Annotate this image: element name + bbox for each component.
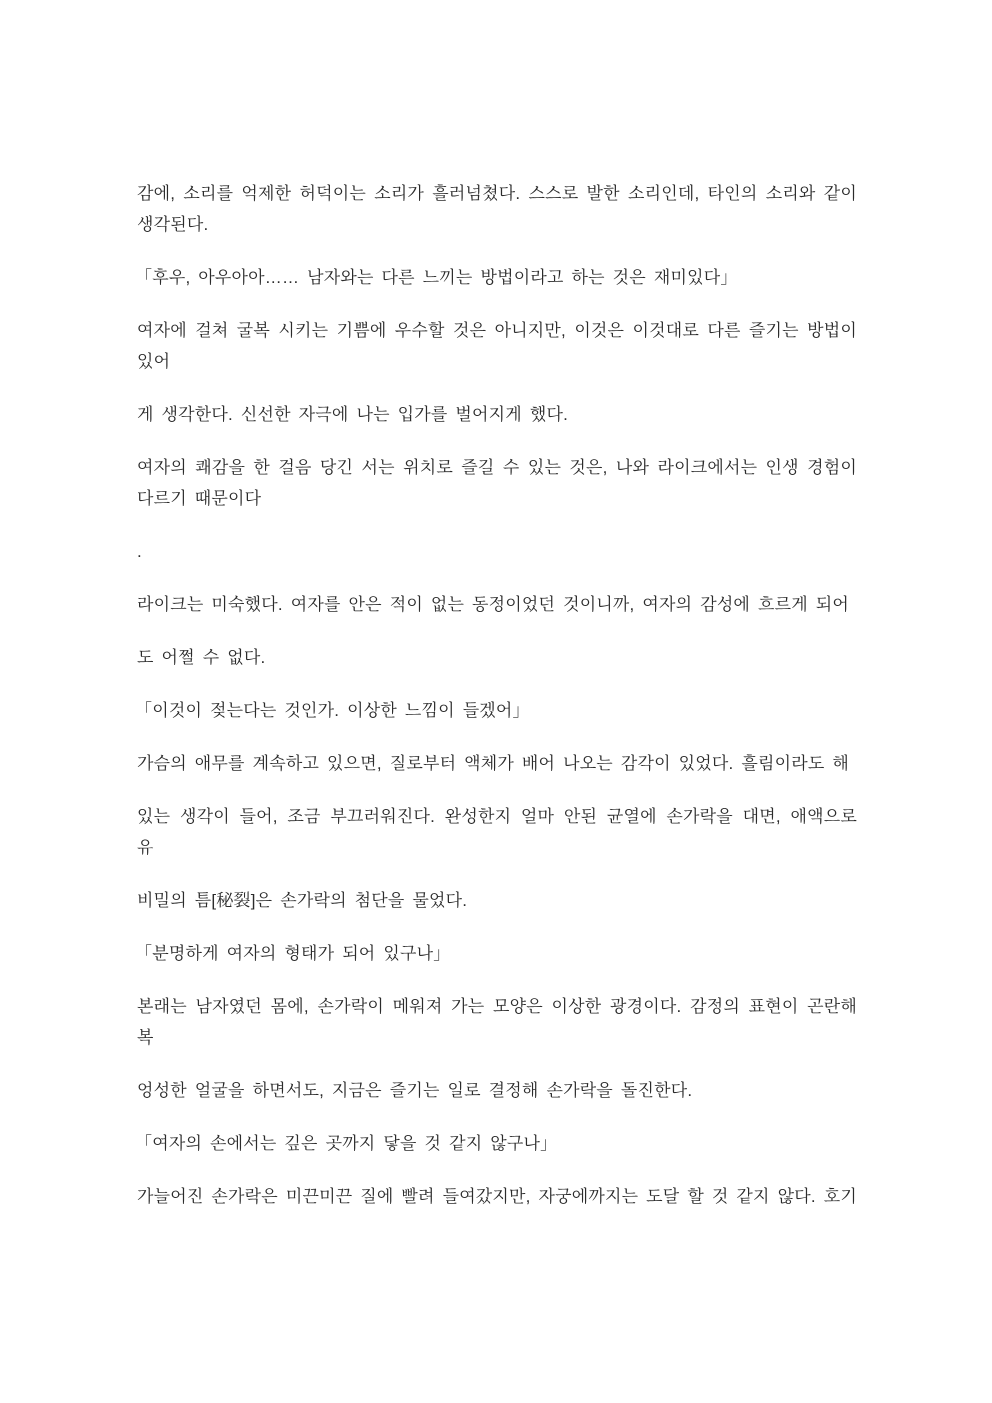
quote-paragraph: 「이것이 젖는다는 것인가. 이상한 느낌이 들겠어」 <box>135 701 530 720</box>
dot-paragraph: . <box>137 542 142 561</box>
paragraph: 본래는 남자였던 몸에, 손가락이 메워져 가는 모양은 이상한 광경이다. 감정의 표현이 곤란해 복 <box>137 997 857 1047</box>
paragraph: 게 생각한다. 신선한 자극에 나는 입가를 벌어지게 했다. <box>137 405 568 424</box>
paragraph: 라이크는 미숙했다. 여자를 안은 적이 없는 동정이었던 것이니까, 여자의 감성에 흐르게 되어 <box>137 595 850 614</box>
paragraph: 비밀의 틈[秘裂]은 손가락의 첨단을 물었다. <box>137 891 468 910</box>
paragraph: 가슴의 애무를 계속하고 있으면, 질로부터 액체가 배어 나오는 감각이 있었다. 흘림이라도 해 <box>137 754 850 773</box>
quote-paragraph: 「분명하게 여자의 형태가 되어 있구나」 <box>135 944 451 963</box>
paragraph: 가늘어진 손가락은 미끈미끈 질에 빨려 들여갔지만, 자궁에까지는 도달 할 것 같지 않다. 호기 <box>137 1187 857 1206</box>
paragraph: 엉성한 얼굴을 하면서도, 지금은 즐기는 일로 결정해 손가락을 돌진한다. <box>137 1081 693 1100</box>
quote-paragraph: 「후우, 아우아아…… 남자와는 다른 느끼는 방법이라고 하는 것은 재미있다」 <box>135 268 738 287</box>
quote-paragraph: 「여자의 손에서는 깊은 곳까지 닿을 것 같지 않구나」 <box>135 1134 558 1153</box>
paragraph: 여자의 쾌감을 한 걸음 당긴 서는 위치로 즐길 수 있는 것은, 나와 라이크에서는 인생 경험이 다르기 때문이다 <box>137 458 857 508</box>
document-body <box>137 178 857 1212</box>
paragraph: 있는 생각이 들어, 조금 부끄러워진다. 완성한지 얼마 안된 균열에 손가락을 대면, 애액으로 유 <box>137 807 857 857</box>
paragraph: 감에, 소리를 억제한 허덕이는 소리가 흘러넘쳤다. 스스로 발한 소리인데, 타인의 소리와 같이 생각된다. <box>137 184 857 234</box>
paragraph: 여자에 걸쳐 굴복 시키는 기쁨에 우수할 것은 아니지만, 이것은 이것대로 다른 즐기는 방법이 있어 <box>137 321 857 371</box>
paragraph: 도 어쩔 수 없다. <box>137 648 266 667</box>
